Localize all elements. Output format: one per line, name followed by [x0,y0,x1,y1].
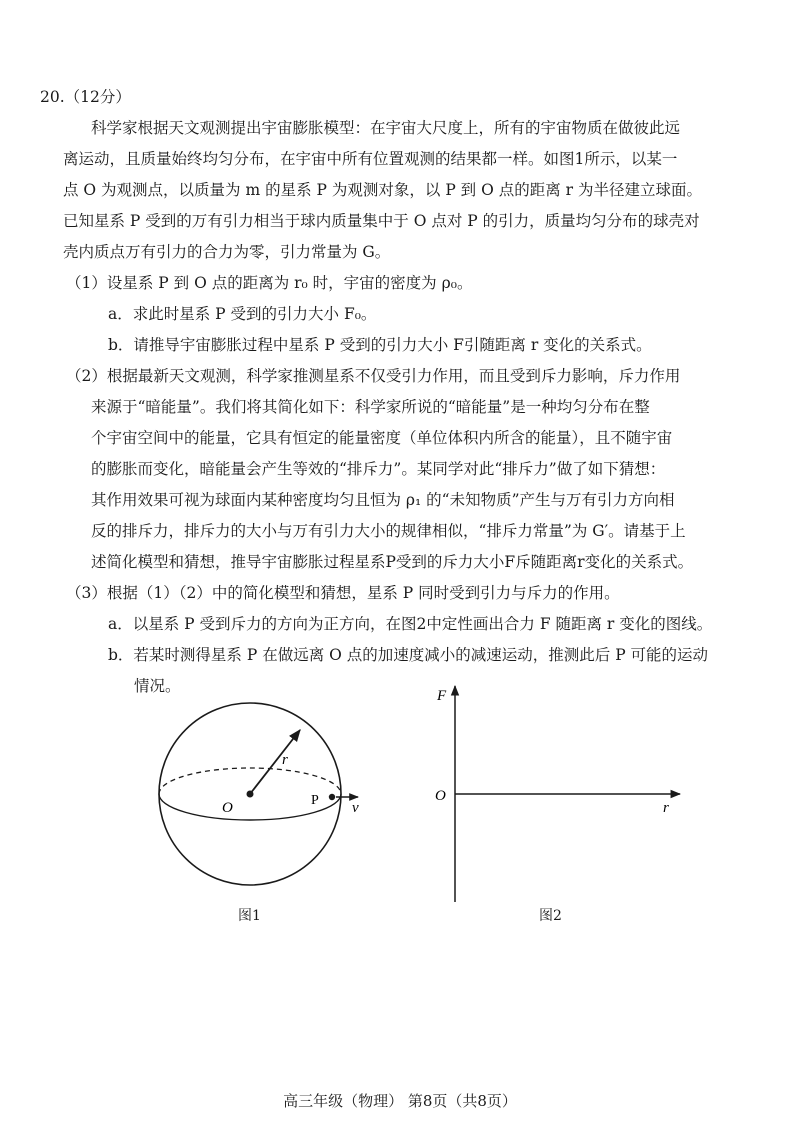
part2-line-2: 来源于“暗能量”。我们将其简化如下：科学家所说的“暗能量”是一种均匀分布在整 [91,398,650,416]
point-O [247,791,254,798]
page-footer: 高三年级（物理） 第8页（共8页） [283,1092,517,1110]
part2-line-1: （2）根据最新天文观测，科学家推测星系不仅受引力作用，而且受到斥力影响，斥力作用 [66,367,681,385]
part2-line-3: 个宇宙空间中的能量，它具有恒定的能量密度（单位体积内所含的能量），且不随宇宙 [91,429,673,447]
figure-1-sphere [130,700,370,910]
point-P [329,794,335,800]
intro-line-4: 已知星系 P 受到的万有引力相当于球内质量集中于 O 点对 P 的引力，质量均匀分布的球壳对 [63,212,700,230]
part3-b-line-1: b．若某时测得星系 P 在做远离 O 点的加速度减小的减速运动，推测此后 P 可能的运动 [108,646,709,664]
part2-line-6: 反的排斥力，排斥力的大小与万有引力大小的规律相似，“排斥力常量”为 G′。请基于上 [91,522,686,540]
intro-line-5: 壳内质点万有引力的合力为零，引力常量为 G。 [63,243,391,261]
equator-back [159,768,341,794]
intro-line-1: 科学家根据天文观测提出宇宙膨胀模型：在宇宙大尺度上，所有的宇宙物质在做彼此远 [91,119,681,137]
part1-stem: （1）设星系 P 到 O 点的距离为 r₀ 时，宇宙的密度为 ρ₀。 [66,274,473,292]
label-r-axis: r [663,800,669,816]
figure-2-axes [425,680,695,910]
label-F: F [437,688,447,704]
label-v: v [352,800,359,816]
label-origin: O [435,788,446,804]
part1-a: a．求此时星系 P 受到的引力大小 F₀。 [108,305,377,323]
part3-a: a．以星系 P 受到斥力的方向为正方向，在图2中定性画出合力 F 随距离 r 变化的图线。 [108,615,713,633]
figure-2-caption: 图2 [539,908,562,924]
label-P: P [311,793,319,808]
part3-b-line-2: 情况。 [134,677,181,695]
radius-arrow [250,730,300,794]
label-r: r [282,752,288,768]
part1-b: b．请推导宇宙膨胀过程中星系 P 受到的引力大小 F引随距离 r 变化的关系式。 [108,336,652,354]
intro-line-3: 点 O 为观测点，以质量为 m 的星系 P 为观测对象，以 P 到 O 点的距离 r 为半径建立球面。 [63,181,703,199]
part2-line-4: 的膨胀而变化，暗能量会产生等效的“排斥力”。某同学对此“排斥力”做了如下猜想： [91,460,666,478]
intro-line-2: 离运动，且质量始终均匀分布，在宇宙中所有位置观测的结果都一样。如图1所示，以某一 [63,150,678,168]
part2-line-5: 其作用效果可视为球面内某种密度均匀且恒为 ρ₁ 的“未知物质”产生与万有引力方向相 [91,491,675,509]
figure-1-caption: 图1 [238,908,261,924]
question-header: 20.（12分） [40,88,131,106]
part2-line-7: 述简化模型和猜想，推导宇宙膨胀过程星系P受到的斥力大小F斥随距离r变化的关系式。 [91,553,694,571]
part3-stem: （3）根据（1）（2）中的简化模型和猜想，星系 P 同时受到引力与斥力的作用。 [66,584,620,602]
label-O: O [222,800,233,816]
